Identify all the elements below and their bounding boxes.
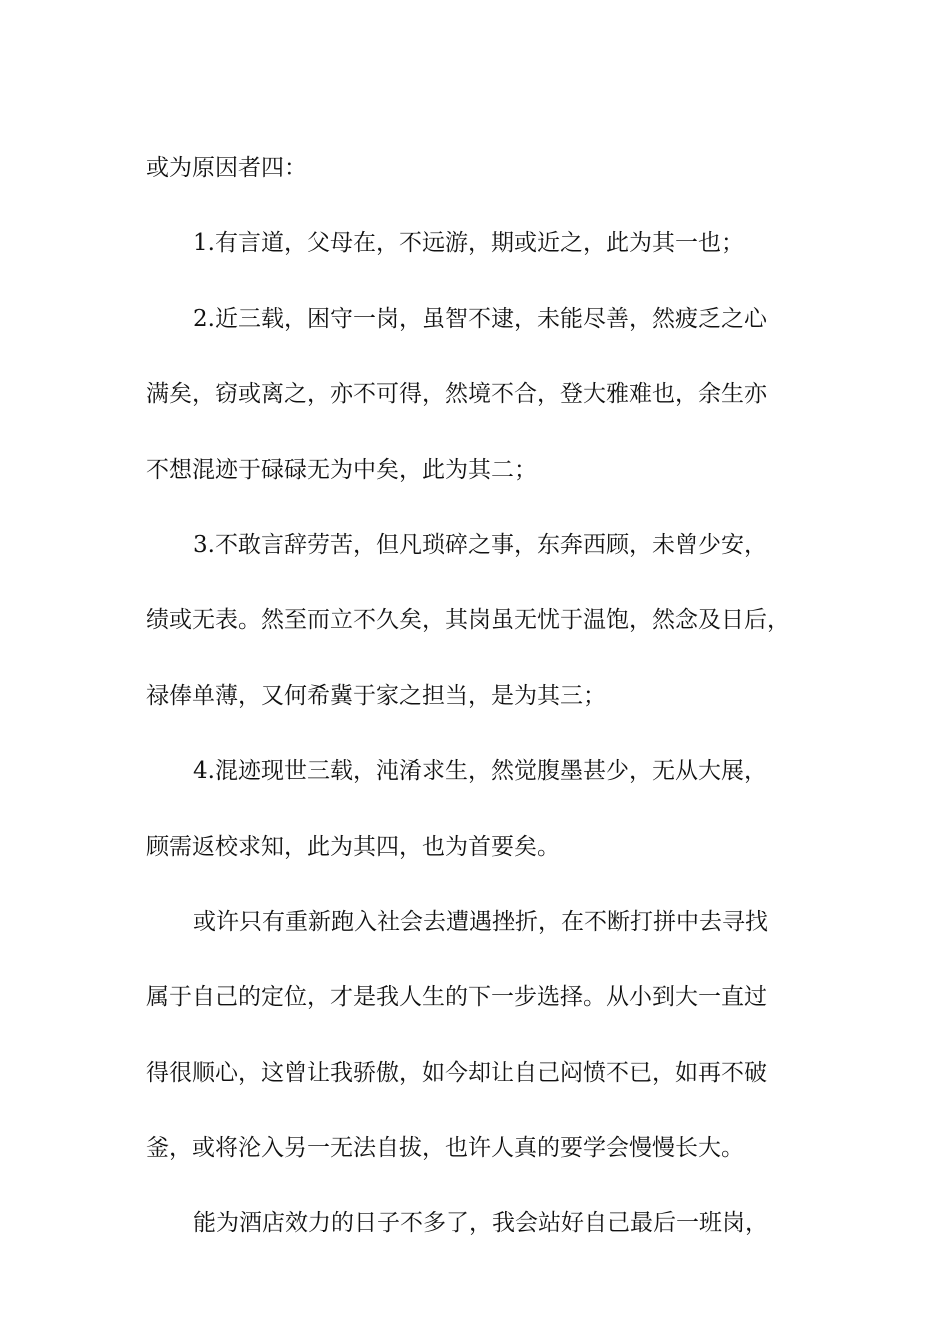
- text-line: 1.有言道，父母在，不远游，期或近之，此为其一也；: [193, 230, 744, 257]
- text-line: 4.混迹现世三载，沌淆求生，然觉腹墨甚少，无从大展，: [193, 758, 767, 785]
- text-line: 满矣，窃或离之，亦不可得，然境不合，登大雅难也，余生亦: [146, 381, 767, 408]
- text-line: 或许只有重新跑入社会去遭遇挫折，在不断打拼中去寻找: [193, 908, 768, 935]
- text-line: 绩或无表。然至而立不久矣，其岗虽无忧于温饱，然念及日后，: [146, 607, 790, 634]
- text-line: 得很顺心，这曾让我骄傲，如今却让自己闷愤不已，如再不破: [146, 1059, 767, 1086]
- text-line: 3.不敢言辞劳苦，但凡琐碎之事，东奔西顾，未曾少安，: [193, 531, 767, 558]
- text-line: 2.近三载，困守一岗，虽智不逮，未能尽善，然疲乏之心: [193, 305, 767, 332]
- text-line: 釜，或将沦入另一无法自拔，也许人真的要学会慢慢长大。: [146, 1135, 744, 1162]
- text-line: 或为原因者四：: [146, 155, 307, 181]
- text-line: 不想混迹于碌碌无为中矣，此为其二；: [146, 456, 537, 483]
- text-line: 禄俸单薄，又何希冀于家之担当，是为其三；: [146, 682, 606, 709]
- text-line: 能为酒店效力的日子不多了，我会站好自己最后一班岗，: [193, 1210, 768, 1237]
- document-body: [146, 131, 816, 1262]
- text-line: 属于自己的定位，才是我人生的下一步选择。从小到大一直过: [146, 984, 767, 1011]
- text-line: 顾需返校求知，此为其四，也为首要矣。: [146, 833, 560, 860]
